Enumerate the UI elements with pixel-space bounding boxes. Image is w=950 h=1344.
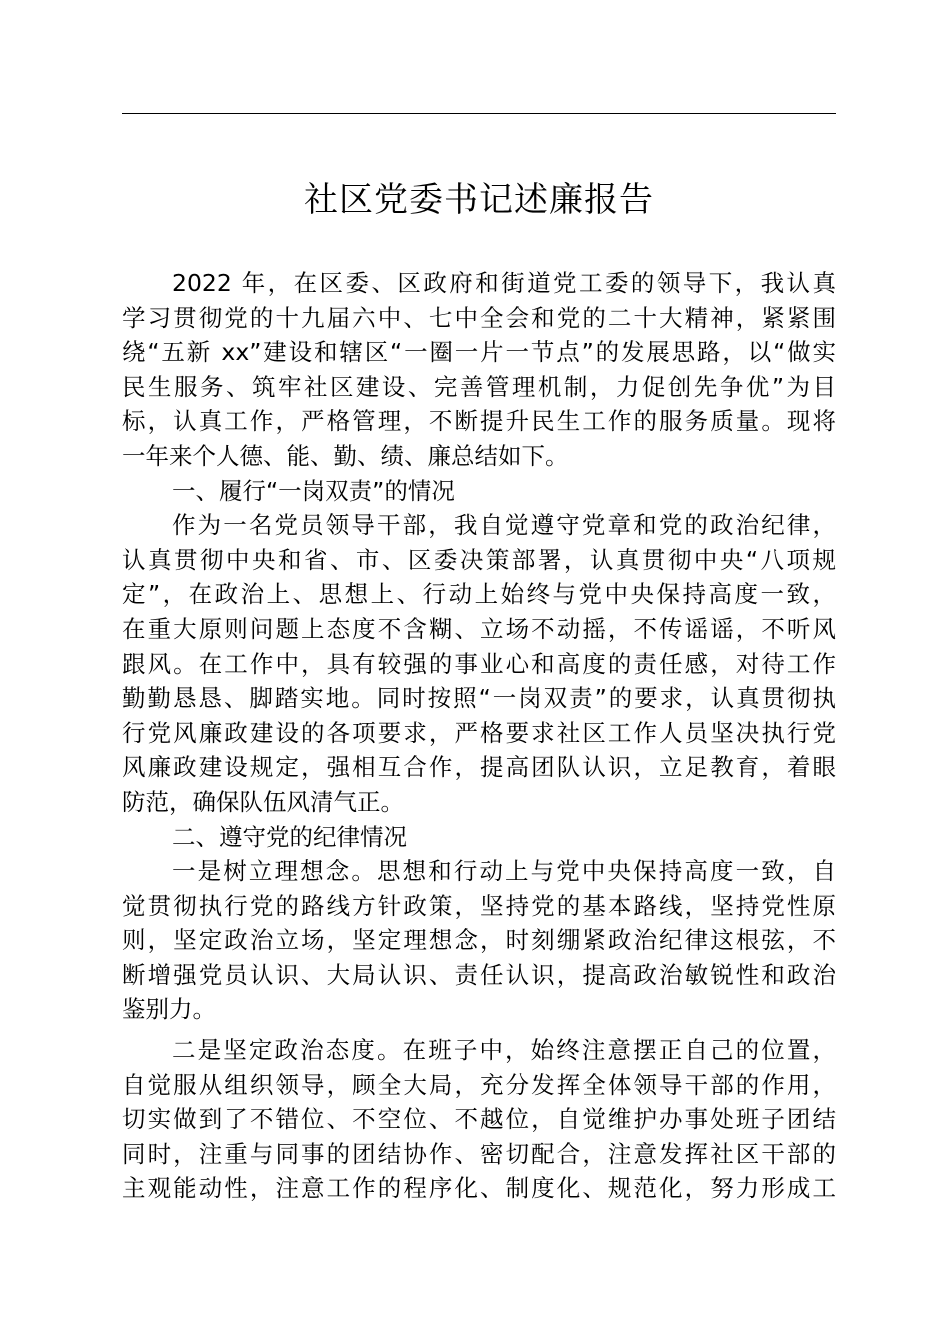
text-line: 在重大原则问题上态度不含糊、立场不动摇，不传谣谣，不听风: [122, 614, 836, 643]
text-line: 定”，在政治上、思想上、行动上始终与党中央保持高度一致，: [122, 580, 836, 609]
text-line: 自觉服从组织领导，顾全大局，充分发挥全体领导干部的作用，: [122, 1070, 836, 1099]
page-title: 社区党委书记述廉报告: [304, 180, 654, 220]
text-line: 主观能动性，注意工作的程序化、制度化、规范化，努力形成工: [122, 1174, 836, 1203]
text-line: 标，认真工作，严格管理，不断提升民生工作的服务质量。现将: [122, 407, 836, 436]
text-line: 学习贯彻党的十九届六中、七中全会和党的二十大精神，紧紧围: [122, 303, 836, 332]
text-line: 觉贯彻执行党的路线方针政策，坚持党的基本路线，坚持党性原: [122, 891, 836, 920]
text-line: 则，坚定政治立场，坚定理想念，时刻绷紧政治纪律这根弦，不: [122, 926, 836, 955]
text-line: 一是树立理想念。思想和行动上与党中央保持高度一致，自: [172, 857, 836, 886]
text-line: 切实做到了不错位、不空位、不越位，自觉维护办事处班子团结: [122, 1105, 836, 1134]
text-line: 跟风。在工作中，具有较强的事业心和高度的责任感，对待工作: [122, 649, 836, 678]
text-line: 认真贯彻中央和省、市、区委决策部署，认真贯彻中央“八项规: [122, 545, 836, 574]
text-line: 断增强党员认识、大局认识、责任认识，提高政治敏锐性和政治: [122, 960, 836, 989]
text-line: 鉴别力。: [122, 995, 216, 1024]
header-rule: [122, 113, 836, 114]
text-line: 绕“五新 xx”建设和辖区“一圈一片一节点”的发展思路，以“做实: [122, 338, 836, 367]
text-line: 同时，注重与同事的团结协作、密切配合，注意发挥社区干部的: [122, 1139, 836, 1168]
text-line: 勤勤恳恳、脚踏实地。同时按照“一岗双责”的要求，认真贯彻执: [122, 684, 836, 713]
text-line: 一、履行“一岗双责”的情况: [172, 476, 455, 505]
text-line: 二、遵守党的纪律情况: [172, 822, 407, 851]
text-line: 民生服务、筑牢社区建设、完善管理机制，力促创先争优”为目: [122, 372, 836, 401]
text-line: 风廉政建设规定，强相互合作，提高团队认识，立足教育，着眼: [122, 753, 836, 782]
text-line: 行党风廉政建设的各项要求，严格要求社区工作人员坚决执行党: [122, 718, 836, 747]
text-line: 二是坚定政治态度。在班子中，始终注意摆正自己的位置，: [172, 1036, 836, 1065]
text-line: 作为一名党员领导干部，我自觉遵守党章和党的政治纪律，: [172, 511, 836, 540]
report-body: [122, 266, 836, 1206]
text-line: 防范，确保队伍风清气正。: [122, 787, 404, 816]
text-line: 2022 年，在区委、区政府和街道党工委的领导下，我认真: [172, 269, 836, 297]
text-line: 一年来个人德、能、勤、绩、廉总结如下。: [122, 441, 569, 470]
